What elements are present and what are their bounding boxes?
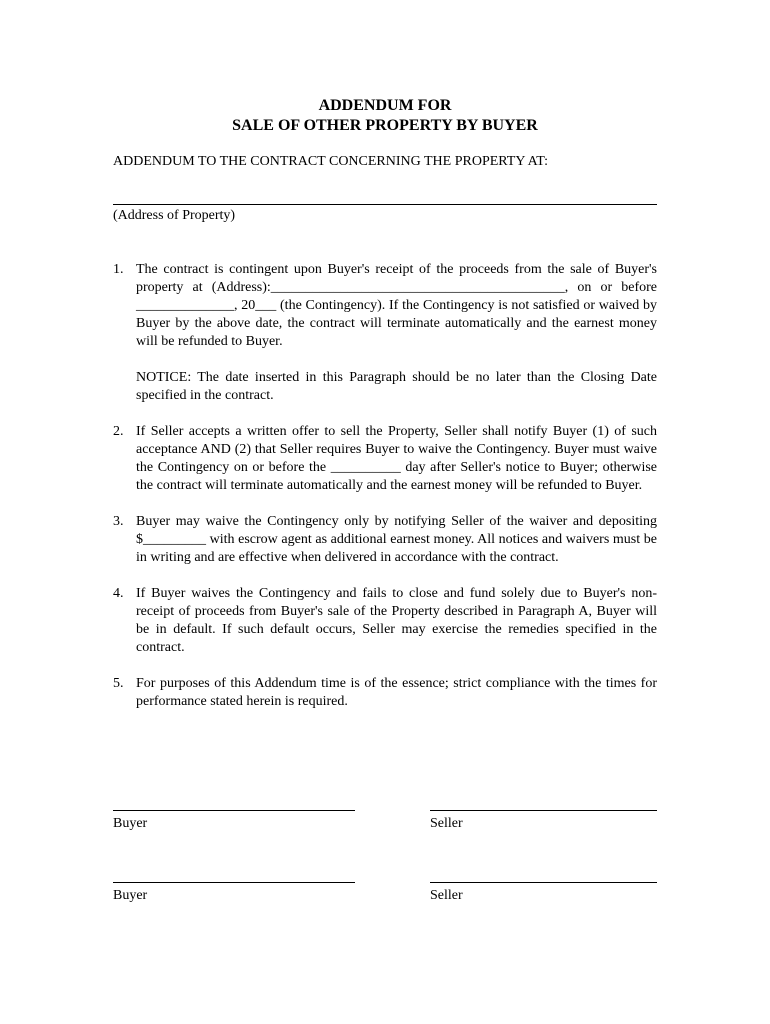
numbered-list: [113, 261, 657, 729]
list-item-2: [113, 423, 657, 495]
list-item-3: [113, 513, 657, 567]
buyer-signature-1: [113, 810, 355, 833]
item-number: 1.: [113, 262, 124, 277]
item-paragraph: For purposes of this Addendum time is of the essence; strict compliance with the times for performance stated herein is required.: [136, 676, 657, 709]
address-line[interactable]: [113, 204, 657, 205]
list-item-4: [113, 585, 657, 657]
buyer-label-1: Buyer: [113, 816, 148, 831]
item-paragraph: The contract is contingent upon Buyer's receipt of the proceeds from the sale of Buyer's property at (Address):__________________________________________, on or before ______________, 20___ (the Contingency). If the Contingency is not satisfied or waived by Buyer by the above date, the contract will terminate automatically and the earnest money will be refunded to Buyer.: [136, 262, 657, 349]
address-caption: (Address of Property): [113, 208, 236, 223]
notice-paragraph: NOTICE: The date inserted in this Paragraph should be no later than the Closing Date specified in the contract.: [136, 370, 657, 403]
seller-signature-1: [430, 810, 657, 833]
item-number: 4.: [113, 586, 124, 601]
item-paragraph: If Buyer waives the Contingency and fails to close and fund solely due to Buyer's non-receipt of proceeds from Buyer's sale of the Property described in Paragraph A, Buyer will be in default. If such default occurs, Seller may exercise the remedies specified in the contract.: [136, 586, 657, 655]
buyer-label-2: Buyer: [113, 888, 148, 903]
seller-label-1: Seller: [430, 816, 463, 831]
item-number: 5.: [113, 676, 124, 691]
item-number: 3.: [113, 514, 124, 529]
item-number: 2.: [113, 424, 124, 439]
seller-signature-2: [430, 882, 657, 905]
title-line-1: ADDENDUM FOR: [318, 97, 452, 114]
buyer-signature-2: [113, 882, 355, 905]
list-item-5: [113, 675, 657, 711]
title-block: [113, 96, 657, 136]
item-paragraph: If Seller accepts a written offer to sell the Property, Seller shall notify Buyer (1) of such acceptance AND (2) that Seller requires Buyer to waive the Contingency. Buyer must waive the Contingency on or before the __________ day after Seller's notice to Buyer; otherwise the contract will terminate automatically and the earnest money will be refunded to Buyer.: [136, 424, 657, 493]
intro-text: ADDENDUM TO THE CONTRACT CONCERNING THE PROPERTY AT:: [113, 154, 548, 169]
item-paragraph: Buyer may waive the Contingency only by notifying Seller of the waiver and depositing $_________ with escrow agent as additional earnest money. All notices and waivers must be in writing and are effective when delivered in accordance with the contract.: [136, 514, 657, 565]
seller-label-2: Seller: [430, 888, 463, 903]
title-line-2: SALE OF OTHER PROPERTY BY BUYER: [232, 117, 538, 134]
list-item-1: [113, 261, 657, 405]
